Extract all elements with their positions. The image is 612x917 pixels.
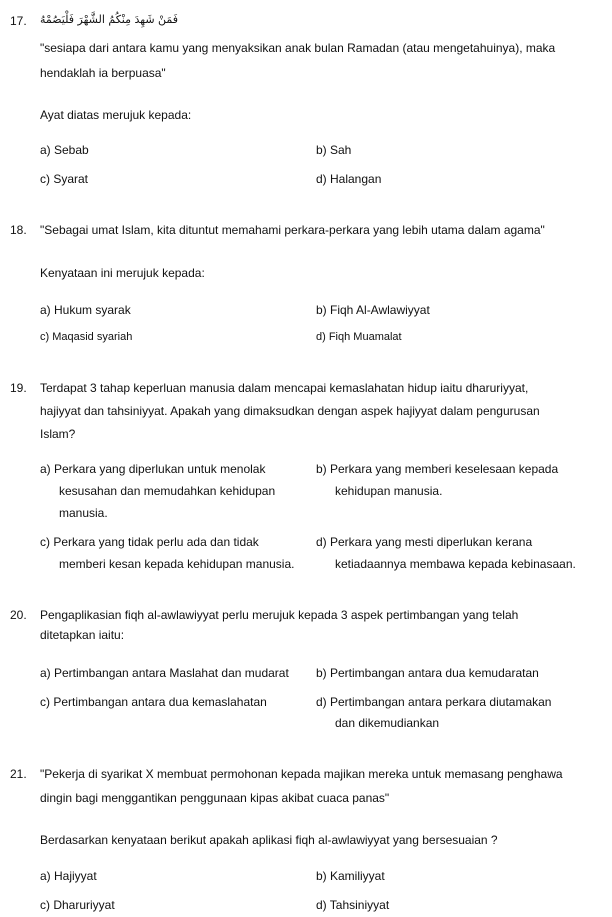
question-number: 21. — [10, 767, 27, 781]
question-stem: dingin bagi menggantikan penggunaan kipas akibat cuaca panas" — [40, 791, 390, 805]
option-d[interactable]: d) Tahsiniyyat — [316, 898, 390, 912]
question-stem: ditetapkan iaitu: — [40, 628, 125, 642]
option-d-line: d) Perkara yang mesti diperlukan kerana — [316, 535, 533, 549]
question-stem: Pengaplikasian fiqh al-awlawiyyat perlu merujuk kepada 3 aspek pertimbangan yang telah — [40, 608, 519, 622]
question-prompt: Kenyataan ini merujuk kepada: — [40, 266, 205, 280]
question-prompt: Ayat diatas merujuk kepada: — [40, 108, 192, 122]
option-a-line: kesusahan dan memudahkan kehidupan — [59, 484, 276, 498]
option-c-line: memberi kesan kepada kehidupan manusia. — [59, 557, 295, 571]
option-d-line: ketiadaannya membawa kepada kebinasaan. — [335, 557, 576, 571]
question-number: 17. — [10, 14, 27, 28]
question-stem: Terdapat 3 tahap keperluan manusia dalam mencapai kemaslahatan hidup iaitu dharuriyyat, — [40, 381, 529, 395]
question-stem: hendaklah ia berpuasa" — [40, 66, 166, 80]
option-d[interactable]: d) Fiqh Muamalat — [316, 331, 402, 343]
option-c[interactable]: c) Pertimbangan antara dua kemaslahatan — [40, 695, 267, 709]
question-prompt: Berdasarkan kenyataan berikut apakah aplikasi fiqh al-awlawiyyat yang bersesuaian ? — [40, 833, 498, 847]
option-a[interactable]: a) Pertimbangan antara Maslahat dan mudarat — [40, 666, 289, 680]
option-b[interactable]: b) Pertimbangan antara dua kemudaratan — [316, 666, 539, 680]
option-c[interactable]: c) Maqasid syariah — [40, 331, 133, 343]
option-b[interactable]: b) Kamiliyyat — [316, 869, 385, 883]
option-b[interactable]: b) Fiqh Al-Awlawiyyat — [316, 303, 430, 317]
arabic-verse: فَمَنْ شَهِدَ مِنْكُمُ الشَّهْرَ فَلْيَصُمْهُ — [40, 13, 179, 26]
question-number: 18. — [10, 223, 27, 237]
question-number: 20. — [10, 608, 27, 622]
option-c[interactable]: c) Syarat — [40, 172, 89, 186]
question-number: 19. — [10, 381, 27, 395]
option-a[interactable]: a) Hajiyyat — [40, 869, 97, 883]
option-a[interactable]: a) Hukum syarak — [40, 303, 131, 317]
option-d-line: d) Pertimbangan antara perkara diutamakan — [316, 695, 552, 709]
option-a-line: manusia. — [59, 506, 108, 520]
question-stem: "Sebagai umat Islam, kita dituntut memahami perkara-perkara yang lebih utama dalam agama" — [40, 223, 545, 237]
option-a-line: a) Perkara yang diperlukan untuk menolak — [40, 462, 266, 476]
option-b-line: b) Perkara yang memberi keselesaan kepada — [316, 462, 559, 476]
question-stem: Islam? — [40, 427, 76, 441]
option-b-line: kehidupan manusia. — [335, 484, 443, 498]
option-d[interactable]: d) Halangan — [316, 172, 382, 186]
question-stem: "sesiapa dari antara kamu yang menyaksikan anak bulan Ramadan (atau mengetahuinya), maka — [40, 41, 556, 55]
option-c[interactable]: c) Dharuriyyat — [40, 898, 115, 912]
option-d-line: dan dikemudiankan — [335, 716, 440, 730]
option-c-line: c) Perkara yang tidak perlu ada dan tidak — [40, 535, 259, 549]
question-stem: "Pekerja di syarikat X membuat permohonan kepada majikan mereka untuk memasang penghawa — [40, 767, 563, 781]
option-a[interactable]: a) Sebab — [40, 143, 89, 157]
question-stem: hajiyyat dan tahsiniyyat. Apakah yang dimaksudkan dengan aspek hajiyyat dalam pengurusan — [40, 404, 540, 418]
option-b[interactable]: b) Sah — [316, 143, 352, 157]
